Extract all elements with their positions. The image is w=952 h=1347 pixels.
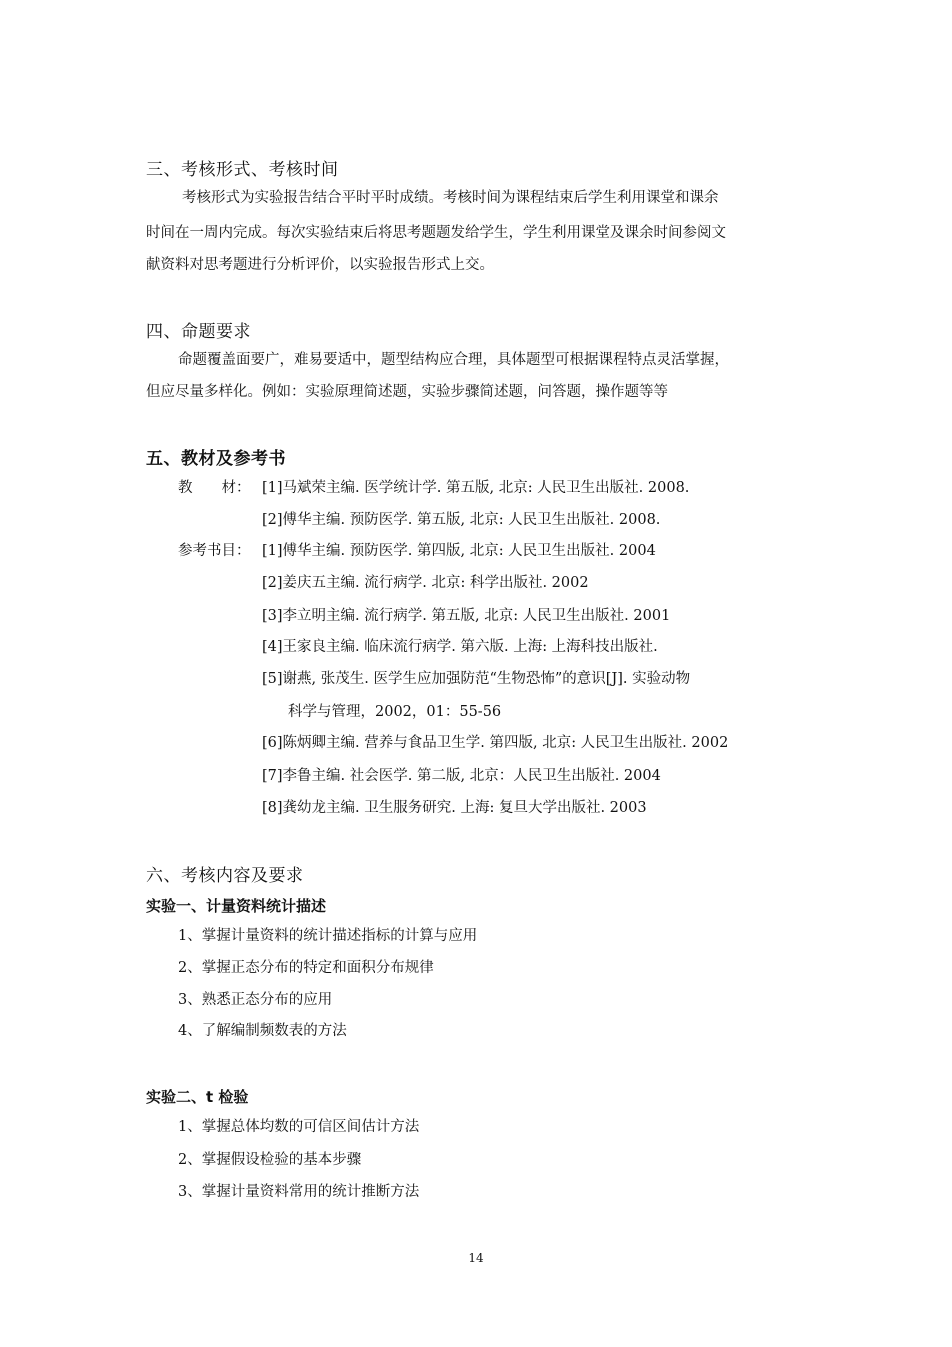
experiment-2-item: 3、掌握计量资料常用的统计推断方法	[178, 1184, 420, 1200]
section-4-heading: 四、命题要求	[146, 322, 251, 342]
reference-item: [2]姜庆五主编. 流行病学. 北京: 科学出版社. 2002	[262, 575, 589, 591]
section-3-line-2: 时间在一周内完成。每次实验结束后将思考题题发给学生，学生利用课堂及课余时间参阅文	[146, 225, 726, 241]
experiment-2-item: 2、掌握假设检验的基本步骤	[178, 1152, 362, 1168]
section-3-line-3: 献资料对思考题进行分析评价，以实验报告形式上交。	[146, 257, 494, 273]
reference-item: [5]谢燕, 张茂生. 医学生应加强防范“生物恐怖”的意识[J]. 实验动物	[262, 671, 691, 687]
reference-item-continuation: 科学与管理，2002，01：55-56	[288, 704, 502, 720]
section-4-line-1: 命题覆盖面要广，难易要适中，题型结构应合理，具体题型可根据课程特点灵活掌握，	[178, 352, 729, 368]
experiment-1-item: 1、掌握计量资料的统计描述指标的计算与应用	[178, 928, 478, 944]
experiment-1-item: 3、熟悉正态分布的应用	[178, 992, 333, 1008]
textbook-item: [1]马斌荣主编. 医学统计学. 第五版, 北京: 人民卫生出版社. 2008.	[262, 480, 690, 496]
reference-item: [4]王家良主编. 临床流行病学. 第六版. 上海: 上海科技出版社.	[262, 639, 658, 655]
section-4-line-2: 但应尽量多样化。例如：实验原理简述题，实验步骤简述题，问答题，操作题等等	[146, 384, 668, 400]
reference-item: [3]李立明主编. 流行病学. 第五版, 北京: 人民卫生出版社. 2001	[262, 608, 671, 624]
textbook-label: 教 材：	[178, 480, 251, 496]
experiment-2-item: 1、掌握总体均数的可信区间估计方法	[178, 1119, 420, 1135]
textbook-item: [2]傅华主编. 预防医学. 第五版, 北京: 人民卫生出版社. 2008.	[262, 512, 661, 528]
reference-item: [8]龚幼龙主编. 卫生服务研究. 上海: 复旦大学出版社. 2003	[262, 800, 647, 816]
section-5-heading: 五、教材及参考书	[146, 449, 286, 469]
section-6-heading: 六、考核内容及要求	[146, 866, 304, 886]
section-3-heading: 三、考核形式、考核时间	[146, 160, 339, 180]
experiment-1-item: 4、了解编制频数表的方法	[178, 1023, 347, 1039]
section-3-line-1: 考核形式为实验报告结合平时平时成绩。考核时间为课程结束后学生利用课堂和课余	[182, 190, 719, 206]
reference-item: [1]傅华主编. 预防医学. 第四版, 北京: 人民卫生出版社. 2004	[262, 543, 656, 559]
experiment-2-title: 实验二、t 检验	[146, 1088, 249, 1106]
experiment-1-item: 2、掌握正态分布的特定和面积分布规律	[178, 960, 434, 976]
page-number: 14	[468, 1251, 484, 1265]
reference-item: [6]陈炳卿主编. 营养与食品卫生学. 第四版, 北京: 人民卫生出版社. 2002	[262, 735, 729, 751]
reference-item: [7]李鲁主编. 社会医学. 第二版, 北京：人民卫生出版社. 2004	[262, 768, 661, 784]
reference-label: 参考书目：	[178, 543, 251, 559]
experiment-1-title: 实验一、计量资料统计描述	[146, 897, 327, 915]
